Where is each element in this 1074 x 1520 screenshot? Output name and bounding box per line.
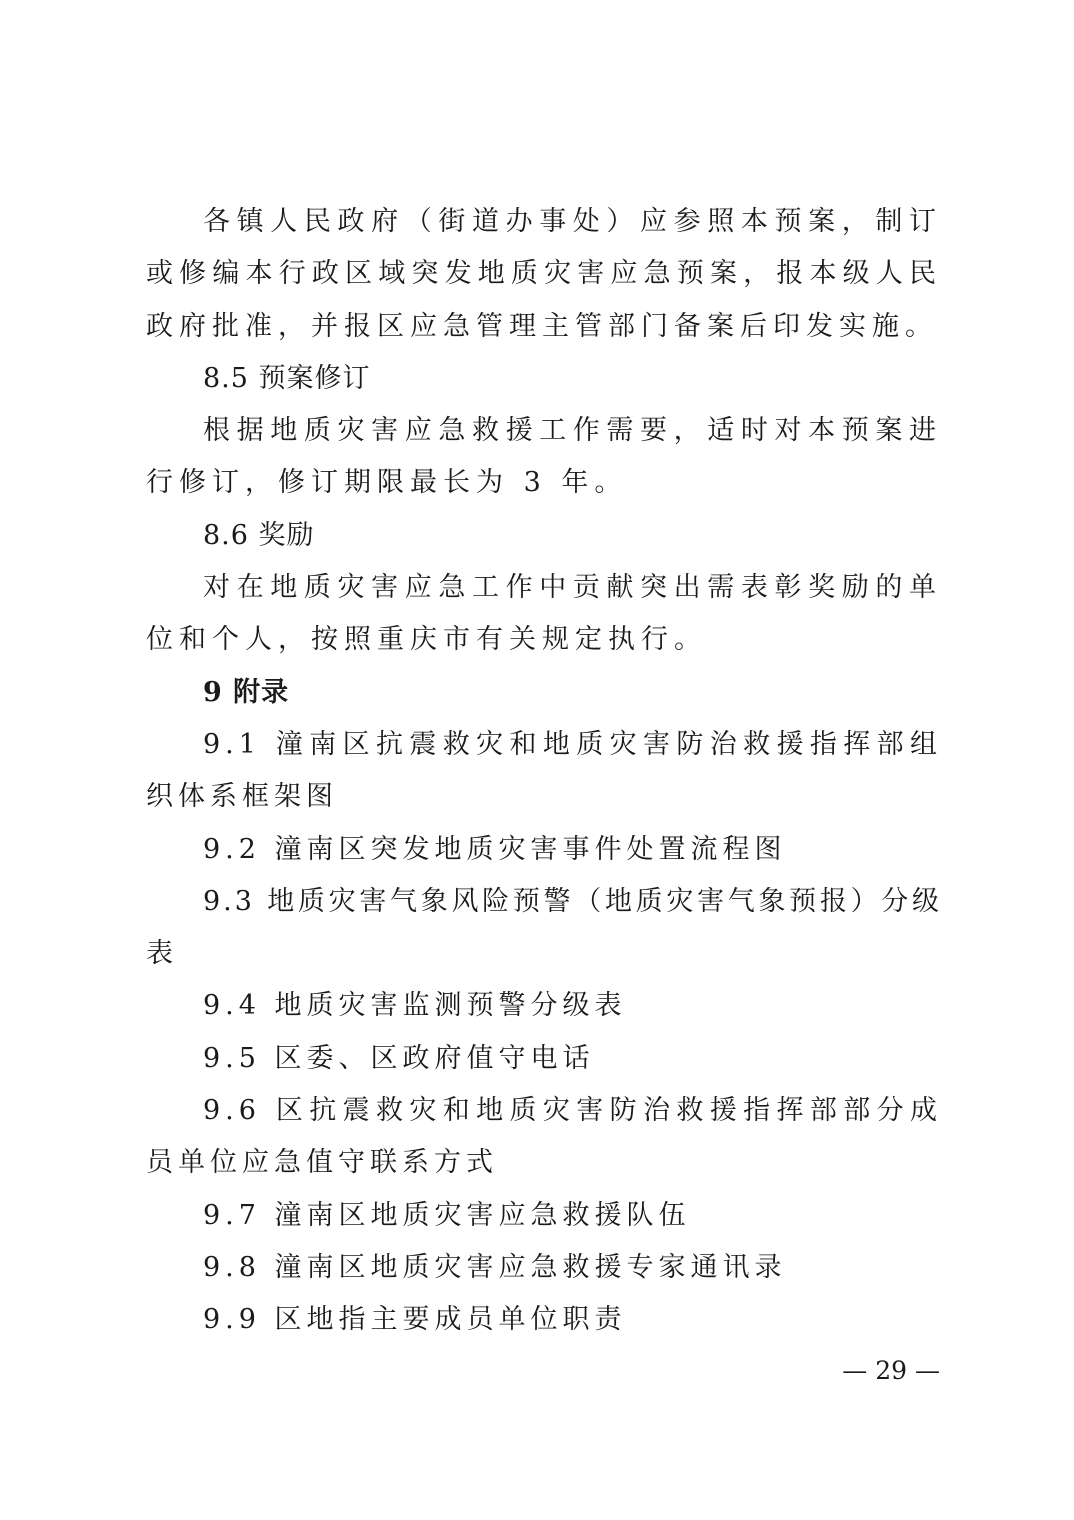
appendix-item-9-4: 9.4 地质灾害监测预警分级表 (203, 990, 627, 1022)
appendix-item-9-6: 9.6 区抗震救灾和地质灾害防治救援指挥部部分成员单位应急值守联系方式 (146, 1095, 942, 1179)
appendix-item-9-3: 9.3 地质灾害气象风险预警（地质灾害气象预报）分级表 (146, 885, 942, 970)
paragraph-town-plans: 各镇人民政府（街道办事处）应参照本预案，制订或修编本行政区域突发地质灾害应急预案，报本级人民政府批准，并报区应急管理主管部门备案后印发实施。 (146, 206, 942, 342)
heading-9-appendix: 9 附录 (203, 676, 290, 708)
page-content (146, 196, 942, 1347)
appendix-item-9-2: 9.2 潼南区突发地质灾害事件处置流程图 (203, 833, 787, 865)
appendix-item-9-1: 9.1 潼南区抗震救灾和地质灾害防治救援指挥部组织体系框架图 (146, 728, 942, 813)
appendix-item-9-8: 9.8 潼南区地质灾害应急救援专家通讯录 (203, 1251, 787, 1283)
heading-8-6: 8.6 奖励 (203, 519, 315, 551)
paragraph-plan-revision: 根据地质灾害应急救援工作需要，适时对本预案进行修订，修订期限最长为 3 年。 (146, 415, 942, 499)
page-number: — 29 — (842, 1356, 940, 1385)
paragraph-rewards: 对在地质灾害应急工作中贡献突出需表彰奖励的单位和个人，按照重庆市有关规定执行。 (146, 572, 942, 656)
appendix-item-9-9: 9.9 区地指主要成员单位职责 (203, 1304, 627, 1336)
appendix-item-9-7: 9.7 潼南区地质灾害应急救援队伍 (203, 1199, 691, 1231)
appendix-item-9-5: 9.5 区委、区政府值守电话 (203, 1042, 595, 1074)
heading-8-5: 8.5 预案修订 (203, 362, 371, 394)
